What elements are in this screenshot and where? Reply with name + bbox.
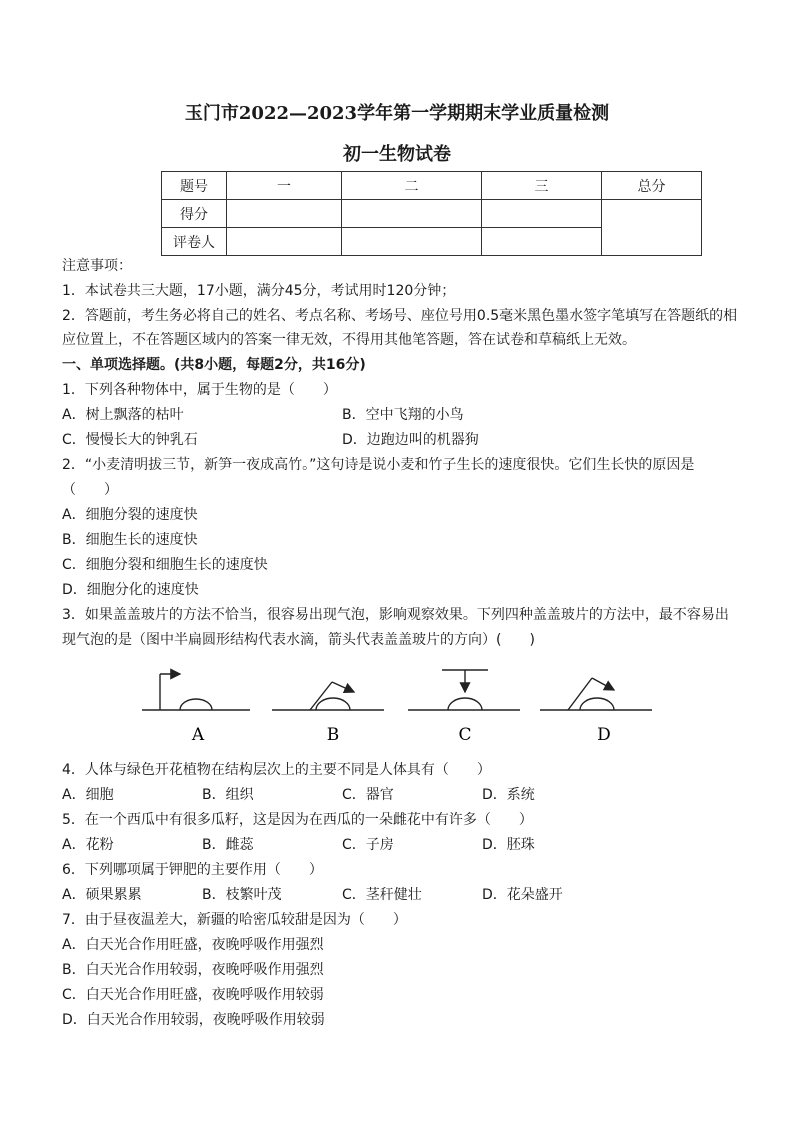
q3-stem-line-2: 现气泡的是（图中半扁圆形结构代表水滴，箭头代表盖盖玻片的方向）( )	[62, 632, 535, 648]
q6-stem: 6．下列哪项属于钾肥的主要作用（ ）	[62, 862, 323, 878]
figure-label-b: B	[326, 725, 340, 745]
score-table-score-row	[162, 200, 702, 228]
q5-option-b: B．雌蕊	[202, 837, 254, 853]
q6-option-b: B．枝繁叶茂	[202, 887, 282, 903]
q3-stem-line-1: 3．如果盖盖玻片的方法不恰当，很容易出现气泡，影响观察效果。下列四种盖盖玻片的方法中，最不容易出	[62, 607, 729, 623]
q4-option-b: B．组织	[202, 787, 254, 803]
cell-score-3[interactable]	[482, 200, 602, 228]
cell-section-3: 三	[482, 172, 602, 200]
cell-total-score[interactable]	[602, 200, 702, 256]
q2-stem-line-2: （ ）	[62, 482, 118, 498]
q4-option-a: A．细胞	[62, 787, 114, 803]
score-table-header-row	[162, 172, 702, 200]
cell-grader-3[interactable]	[482, 228, 602, 256]
q2-option-a: A．细胞分裂的速度快	[62, 507, 198, 523]
cell-total-label: 总分	[602, 172, 702, 200]
q4-stem: 4．人体与绿色开花植物在结构层次上的主要不同是人体具有（ ）	[62, 762, 491, 778]
score-table	[161, 171, 702, 256]
figure-d	[540, 678, 652, 710]
q1-option-c: C．慢慢长大的钟乳石	[62, 432, 198, 448]
q6-option-a: A．硕果累累	[62, 887, 142, 903]
coverslip-methods-figure	[140, 662, 660, 746]
figure-label-d: D	[597, 725, 611, 745]
exam-subtitle: 初一生物试卷	[343, 144, 451, 165]
q7-option-c: C．白天光合作用旺盛，夜晚呼吸作用较弱	[62, 987, 324, 1003]
q2-option-d: D．细胞分化的速度快	[62, 582, 199, 598]
q5-option-a: A．花粉	[62, 837, 114, 853]
note-2-line-1: 2．答题前，考生务必将自己的姓名、考点名称、考场号、座位号用0.5毫米黑色墨水签字笔填写在答题纸的相	[62, 308, 738, 324]
q2-option-b: B．细胞生长的速度快	[62, 532, 198, 548]
cell-grader-1[interactable]	[227, 228, 342, 256]
q2-option-c: C．细胞分裂和细胞生长的速度快	[62, 557, 268, 573]
figure-b	[272, 682, 384, 710]
note-2-line-2: 应位置上，不在答题区域内的答案一律无效，不得用其他笔答题，答在试卷和草稿纸上无效。	[62, 332, 636, 348]
figure-a	[142, 674, 250, 710]
q1-stem: 1．下列各种物体中，属于生物的是（ ）	[62, 382, 337, 398]
cell-score-label: 得分	[162, 200, 227, 228]
q6-option-d: D．花朵盛开	[482, 887, 563, 903]
notes-heading: 注意事项：	[62, 258, 132, 274]
figure-label-a: A	[191, 725, 205, 745]
q5-option-d: D．胚珠	[482, 837, 535, 853]
cell-grader-label: 评卷人	[162, 228, 227, 256]
q5-stem: 5．在一个西瓜中有很多瓜籽，这是因为在西瓜的一朵雌花中有许多（ ）	[62, 812, 533, 828]
figure-label-c: C	[458, 725, 472, 745]
q7-option-d: D．白天光合作用较弱，夜晚呼吸作用较弱	[62, 1012, 325, 1028]
cell-question-no-label: 题号	[162, 172, 227, 200]
q4-option-d: D．系统	[482, 787, 535, 803]
figure-c	[408, 670, 520, 710]
note-1: 1．本试卷共三大题，17小题，满分45分，考试用时120分钟；	[62, 283, 456, 299]
q5-option-c: C．子房	[342, 837, 394, 853]
cell-score-2[interactable]	[342, 200, 482, 228]
cell-section-2: 二	[342, 172, 482, 200]
cell-score-1[interactable]	[227, 200, 342, 228]
q1-option-b: B．空中飞翔的小鸟	[342, 407, 464, 423]
q1-option-a: A．树上飘落的枯叶	[62, 407, 184, 423]
q7-option-a: A．白天光合作用旺盛，夜晚呼吸作用强烈	[62, 937, 324, 953]
q7-stem: 7．由于昼夜温差大，新疆的哈密瓜较甜是因为（ ）	[62, 912, 407, 928]
q1-option-d: D．边跑边叫的机器狗	[342, 432, 479, 448]
exam-title: 玉门市2022—2023学年第一学期期末学业质量检测	[184, 103, 610, 124]
q7-option-b: B．白天光合作用较弱，夜晚呼吸作用强烈	[62, 962, 324, 978]
q2-stem-line-1: 2．“小麦清明拔三节，新笋一夜成高竹。”这句诗是说小麦和竹子生长的速度很快。它们生长快的原因是	[62, 457, 695, 473]
q6-option-c: C．茎秆健壮	[342, 887, 422, 903]
cell-section-1: 一	[227, 172, 342, 200]
cell-grader-2[interactable]	[342, 228, 482, 256]
q4-option-c: C．器官	[342, 787, 394, 803]
section-1-heading: 一、单项选择题。(共8小题，每题2分，共16分)	[62, 357, 366, 373]
